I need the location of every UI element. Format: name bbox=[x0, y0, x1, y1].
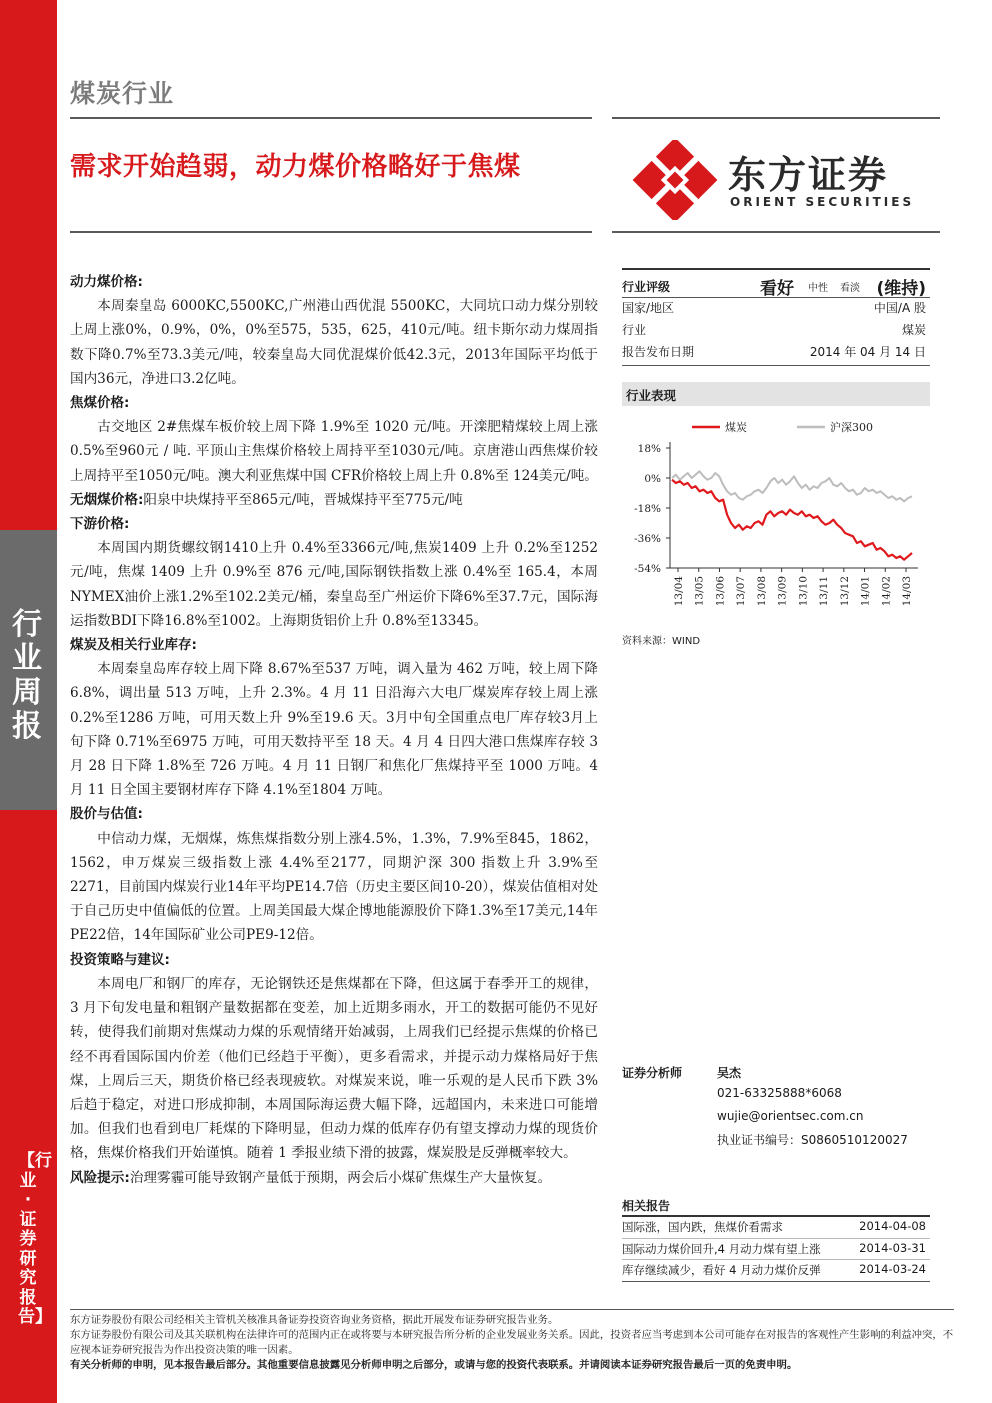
footer-line: 东方证券股份有限公司经相关主管机关核准具备证券投资咨询业务资格，据此开展发布证券研究报告业务。 bbox=[70, 1314, 559, 1326]
related-item-date: 2014-04-08 bbox=[859, 1219, 926, 1233]
section-heading: 煤炭及相关行业库存: bbox=[70, 637, 197, 654]
info-key: 行业 bbox=[622, 323, 647, 337]
perf-title-bar bbox=[622, 382, 930, 406]
rating-status: (维持) bbox=[876, 279, 926, 299]
info-row bbox=[622, 297, 930, 317]
info-value: 煤炭 bbox=[901, 323, 926, 337]
report-title: 需求开始趋弱，动力煤价格略好于焦煤 bbox=[70, 152, 521, 182]
section-heading: 下游价格: bbox=[70, 516, 130, 533]
x-tick-label: 13/12 bbox=[838, 576, 851, 607]
section-text: 本周秦皇岛库存较上周下降 8.67%至537 万吨，调入量为 462 万吨，较上周下降6.8%，调出量 513 万吨，上升 2.3%。4 月 11 日沿海六大电厂煤炭库存较上周上涨0.2%至1286 万吨，可用天数上升 9%至19.6 天。3月中旬全国重点电厂库存较3月上旬下降 0.71%至6975 万吨，可用天数持平至 18 天。4 月 4 日四大港口焦煤库存较 3 月 28 日下降 1.8%至 726 万吨。4 月 11 日钢厂和焦化厂焦煤持平至 1000 万吨。4 月 11 日全国主要钢材库存下降 4.1%至1804 万吨。 bbox=[70, 661, 598, 799]
related-item-date: 2014-03-31 bbox=[859, 1241, 926, 1255]
x-tick-label: 14/02 bbox=[880, 576, 893, 607]
analyst-name: 吴杰 bbox=[717, 1066, 742, 1080]
footer-line-bold: 有关分析师的申明，见本报告最后部分。其他重要信息披露见分析师申明之后部分，或请与您的投资代表联系。并请阅读本证券研究报告最后一页的免责申明。 bbox=[70, 1359, 798, 1371]
rating-alt1: 中性 bbox=[808, 283, 828, 294]
related-item-date: 2014-03-24 bbox=[859, 1262, 926, 1276]
info-value: 2014 年 04 月 14 日 bbox=[809, 345, 926, 359]
x-tick-label: 13/07 bbox=[735, 576, 748, 607]
section-heading: 动力煤价格: bbox=[70, 274, 143, 290]
legend-label: 沪深300 bbox=[830, 421, 873, 434]
section-text: 本周秦皇岛 6000KC,5500KC,广州港山西优混 5500KC，大同坑口动力煤分别较上周上涨0%，0.9%，0%，0%至575，535，625，410元/吨。纽卡斯尔动力煤周指数下降0.7%至73.3美元/吨，较秦皇岛大同优混煤价低42.3元，2013年国际平均低于国内36元，净进口3.2亿吨。 bbox=[70, 298, 598, 387]
section-text: 中信动力煤，无烟煤，炼焦煤指数分别上涨4.5%，1.3%，7.9%至845，1862，1562，申万煤炭三级指数上涨 4.4%至2177，同期沪深 300 指数上升 3.9%至2271，目前国内煤炭行业14年平均PE14.7倍（历史主要区间10-20），煤炭估值相对处于自己历史中值偏低的位置。上周美国最大煤企博地能源股价下降1.3%至17美元,14年PE22倍，14年国际矿业公司PE9-12倍。 bbox=[70, 830, 598, 944]
x-tick-label: 14/01 bbox=[859, 576, 872, 607]
x-tick-label: 13/09 bbox=[776, 576, 789, 607]
section-heading: 无烟煤价格: bbox=[70, 491, 144, 508]
rating-value: 看好 bbox=[760, 279, 794, 299]
analyst-phone: 021-63325888*6068 bbox=[717, 1086, 842, 1100]
industry-performance-chart bbox=[622, 410, 930, 625]
header-rule bbox=[70, 117, 592, 119]
title-rule bbox=[70, 231, 592, 233]
section-heading: 风险提示: bbox=[70, 1169, 130, 1186]
series-line-hs300 bbox=[672, 471, 912, 501]
section-text: 本周电厂和钢厂的库存，无论钢铁还是焦煤都在下降，但这属于春季开工的规律， 3 月下旬发电量和粗钢产量数据都在变差，加上近期多雨水，开工的数据可能仍不见好转，使得我们前期对焦煤动力煤的乐观情绪开始减弱，上周我们已经提示焦煤的价格已经不再看国际国内价差（他们已经趋于平衡），更多看需求，并提示动力煤格局好于焦煤，上周后三天，期货价格已经表现疲软。对煤炭来说，唯一乐观的是人民币下跌 3%后趋于稳定，对进口形成抑制，本周国际海运费大幅下降，远超国内，未来进口可能增加。但我们也看到电厂耗煤的下降明显，但动力煤的低库存仍有望支撑动力煤的现货价格，焦煤价格我们开始谨慎。随着 1 季报业绩下滑的披露，煤炭股是反弹概率较大。 bbox=[70, 975, 598, 1162]
analyst-email[interactable]: wujie@orientsec.com.cn bbox=[717, 1109, 864, 1123]
y-tick-label: -54% bbox=[634, 563, 661, 575]
footer-disclaimer bbox=[70, 1313, 954, 1373]
related-item[interactable] bbox=[622, 1217, 930, 1237]
related-title: 相关报告 bbox=[622, 1199, 671, 1213]
x-tick-label: 13/08 bbox=[755, 576, 768, 607]
series-label: 【行业·证券研究报告】 bbox=[18, 1151, 52, 1327]
x-tick-label: 13/06 bbox=[714, 576, 727, 607]
y-tick-label: -18% bbox=[634, 503, 661, 515]
report-body bbox=[70, 270, 598, 1190]
analyst-box bbox=[622, 1060, 930, 1148]
related-reports bbox=[622, 1197, 930, 1281]
x-tick-label: 13/10 bbox=[797, 576, 810, 607]
related-item[interactable] bbox=[622, 1239, 930, 1259]
side-band-label: 行业周报 bbox=[12, 607, 42, 744]
logo-text-cn: 东方证券 bbox=[728, 153, 889, 197]
company-logo bbox=[632, 140, 932, 220]
info-key: 报告发布日期 bbox=[622, 345, 695, 359]
related-item[interactable] bbox=[622, 1260, 930, 1280]
info-key: 国家/地区 bbox=[622, 301, 675, 315]
analyst-cert: 执业证书编号：S0860510120027 bbox=[717, 1133, 908, 1147]
related-item-title[interactable]: 国际动力煤价回升,4 月动力煤有望上涨 bbox=[622, 1242, 821, 1256]
y-tick-label: 18% bbox=[637, 443, 661, 455]
x-tick-label: 13/05 bbox=[693, 576, 706, 607]
footer-line: 东方证券股份有限公司及其关联机构在法律许可的范围内正在或将要与本研究报告所分析的企业发展业务关系。因此，投资者应当考虑到本公司可能存在对报告的客观性产生影响的利益冲突，不应视本证券研究报告为作出投资决策的唯一因素。 bbox=[70, 1329, 954, 1356]
analyst-role: 证券分析师 bbox=[622, 1066, 683, 1080]
y-tick-label: -36% bbox=[634, 533, 661, 545]
info-value: 中国/A 股 bbox=[873, 301, 926, 315]
info-row bbox=[622, 319, 930, 339]
side-band-label-box bbox=[0, 530, 57, 810]
section-heading: 股价与估值: bbox=[70, 806, 143, 823]
data-source: 资料来源：WIND bbox=[622, 636, 701, 647]
rating-box bbox=[622, 268, 930, 368]
header-rule-right bbox=[612, 117, 940, 119]
x-tick-label: 13/04 bbox=[673, 576, 685, 607]
title-rule-right bbox=[612, 231, 940, 233]
info-row bbox=[622, 341, 930, 361]
legend-label: 煤炭 bbox=[725, 421, 747, 434]
x-tick-label: 14/03 bbox=[901, 576, 913, 607]
rating-label: 行业评级 bbox=[622, 280, 671, 294]
logo-mark-icon bbox=[632, 140, 722, 220]
section-text: 阳泉中块煤持平至865元/吨，晋城煤持平至775元/吨 bbox=[143, 491, 463, 508]
rating-row bbox=[622, 274, 930, 299]
perf-title: 行业表现 bbox=[626, 388, 677, 403]
inline-section bbox=[70, 1166, 598, 1190]
related-item-title[interactable]: 库存继续减少，看好 4 月动力煤价反弹 bbox=[622, 1263, 821, 1277]
logo-text-en: ORIENT SECURITIES bbox=[730, 195, 915, 209]
industry-label: 煤炭行业 bbox=[70, 79, 175, 108]
section-text: 本周国内期货螺纹钢1410上升 0.4%至3366元/吨,焦炭1409 上升 0.2%至1252元/吨，焦煤 1409 上升 0.9%至 876 元/吨,国际钢铁指数上涨 0.4%至 165.4，本周NYMEX油价上涨1.2%至102.2美元/桶，秦皇岛至广州运价下降6%至37.7元，国际海运指数BDI下降16.8%至1002。上海期货铝价上升 0.8%至13345。 bbox=[70, 540, 598, 629]
section-heading: 投资策略与建议: bbox=[70, 951, 170, 968]
inline-section bbox=[70, 488, 598, 512]
footer-rule bbox=[70, 1309, 954, 1310]
x-tick-label: 13/11 bbox=[818, 576, 831, 607]
section-text: 治理雾霾可能导致钢产量低于预期，两会后小煤矿焦煤生产大量恢复。 bbox=[129, 1169, 552, 1186]
y-tick-label: 0% bbox=[644, 473, 661, 485]
section-heading: 焦煤价格: bbox=[70, 395, 130, 412]
section-text: 古交地区 2#焦煤车板价较上周下降 1.9%至 1020 元/吨。开滦肥精煤较上周上涨0.5%至960元 / 吨. 平顶山主焦煤价格较上周持平至1030元/吨。京唐港山西焦煤价较上周持平至1050元/吨。澳大利亚焦煤中国 CFR价格较上周上升 0.8%至 124美元/吨。 bbox=[70, 419, 598, 484]
related-item-title[interactable]: 国际涨，国内跌，焦煤价看需求 bbox=[622, 1220, 783, 1234]
rating-alt2: 看淡 bbox=[840, 283, 860, 294]
